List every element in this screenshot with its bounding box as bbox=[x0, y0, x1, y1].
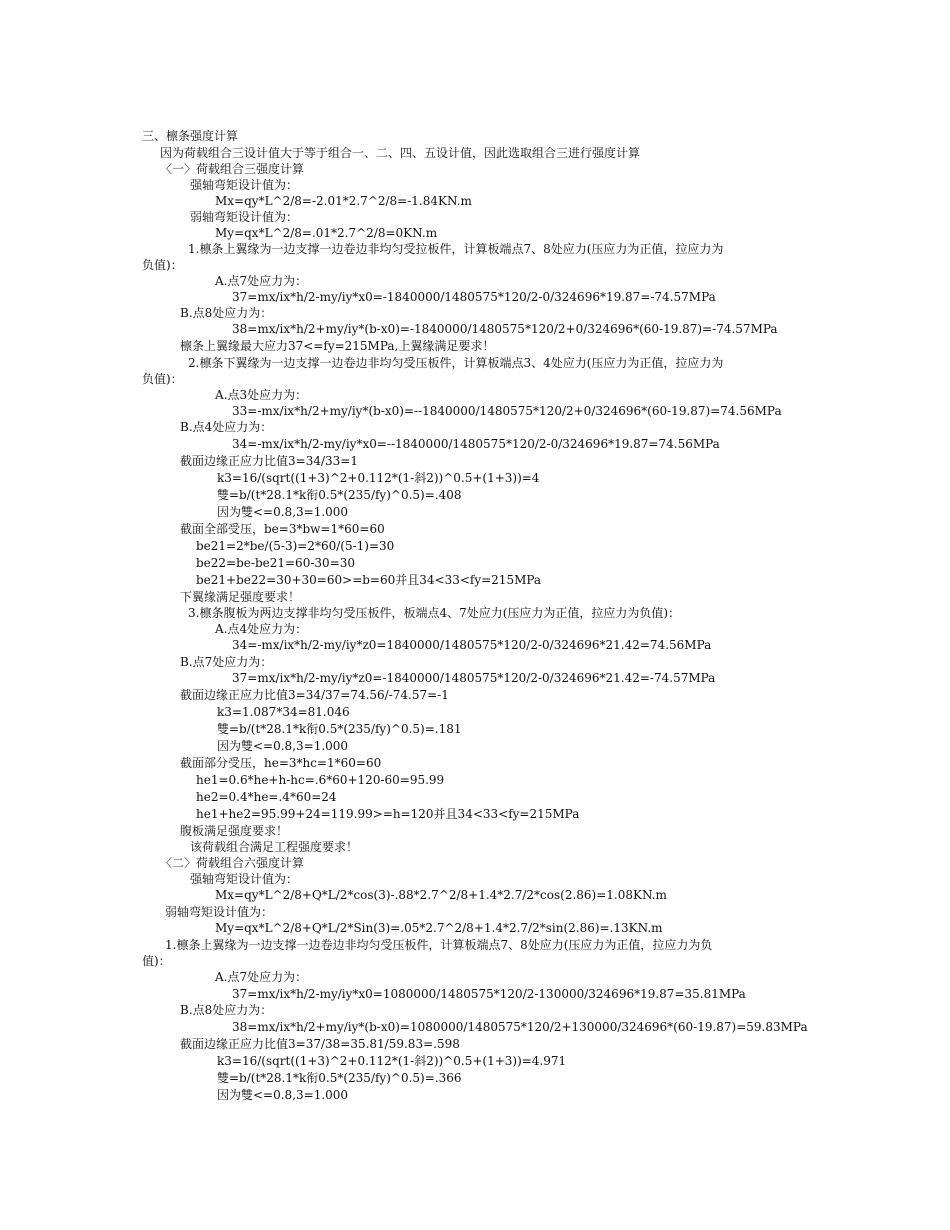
formula-line: My=qx*L^2/8=.01*2.7^2/8=0KN.m bbox=[215, 226, 438, 240]
text-line: B.点4处应力为： bbox=[180, 420, 273, 434]
formula-line: 雙=b/(t*28.1*k衔0.5*(235/fy)^0.5)=.366 bbox=[217, 1071, 462, 1085]
formula-line: be21=2*be/(5-3)=2*60/(5-1)=30 bbox=[196, 539, 395, 553]
formula-line: be21+be22=30+30=60>=b=60并且34<33<fy=215MPa bbox=[196, 573, 542, 587]
formula-line: 34=-mx/ix*h/2-my/iy*x0=--1840000/1480575*120/2-0/324696*19.87=74.56MPa bbox=[232, 437, 720, 451]
text-line: A.点7处应力为： bbox=[215, 970, 308, 984]
subsection-heading-2: 〈二〉荷载组合六强度计算 bbox=[160, 856, 305, 870]
text-line: B.点8处应力为： bbox=[180, 1003, 273, 1017]
text-line: 截面部分受压，he=3*hc=1*60=60 bbox=[180, 756, 382, 770]
formula-line: My=qx*L^2/8+Q*L/2*Sin(3)=.05*2.7^2/8+1.4*2.7/2*sin(2.86)=.13KN.m bbox=[215, 921, 663, 935]
formula-line: 37=mx/ix*h/2-my/iy*x0=1080000/1480575*120/2-130000/324696*19.87=35.81MPa bbox=[232, 987, 746, 1001]
text-line: 弱轴弯矩设计值为： bbox=[165, 905, 274, 919]
text-line: 强轴弯矩设计值为： bbox=[190, 872, 299, 886]
formula-line: 34=-mx/ix*h/2-my/iy*z0=1840000/1480575*120/2-0/324696*21.42=74.56MPa bbox=[232, 638, 712, 652]
formula-line: 雙=b/(t*28.1*k衔0.5*(235/fy)^0.5)=.181 bbox=[217, 722, 462, 736]
text-line: 负值)： bbox=[142, 372, 183, 386]
formula-line: Mx=qy*L^2/8+Q*L/2*cos(3)-.88*2.7^2/8+1.4*2.7/2*cos(2.86)=1.08KN.m bbox=[215, 888, 667, 902]
formula-line: he1=0.6*he+h-hc=.6*60+120-60=95.99 bbox=[196, 773, 445, 787]
text-line: 檩条上翼缘最大应力37<=fy=215MPa,上翼缘满足要求！ bbox=[180, 339, 495, 353]
formula-line: k3=1.087*34=81.046 bbox=[217, 705, 350, 719]
formula-line: 38=mx/ix*h/2+my/iy*(b-x0)=1080000/1480575*120/2+130000/324696*(60-19.87)=59.83MPa bbox=[232, 1020, 808, 1034]
formula-line: 雙=b/(t*28.1*k衔0.5*(235/fy)^0.5)=.408 bbox=[217, 488, 462, 502]
text-line: 下翼缘满足强度要求！ bbox=[180, 590, 301, 604]
text-line: 2.檩条下翼缘为一边支撑一边卷边非均匀受压板件，计算板端点3、4处应力(压应力为正值，拉应力为 bbox=[188, 356, 724, 370]
formula-line: he2=0.4*he=.4*60=24 bbox=[196, 790, 337, 804]
text-line: 截面边缘正应力比值3=34/33=1 bbox=[180, 454, 358, 468]
text-line: 截面边缘正应力比值3=34/37=74.56/-74.57=-1 bbox=[180, 688, 449, 702]
text-line: 值)： bbox=[142, 954, 171, 968]
text-line: 强轴弯矩设计值为： bbox=[190, 178, 299, 192]
text-line: B.点7处应力为： bbox=[180, 655, 273, 669]
text-line: A.点7处应力为： bbox=[215, 274, 308, 288]
formula-line: 37=mx/ix*h/2-my/iy*x0=-1840000/1480575*120/2-0/324696*19.87=-74.57MPa bbox=[232, 290, 716, 304]
formula-line: he1+he2=95.99+24=119.99>=h=120并且34<33<fy=215MPa bbox=[196, 807, 580, 821]
text-line: 截面边缘正应力比值3=37/38=35.81/59.83=.598 bbox=[180, 1037, 460, 1051]
text-line: B.点8处应力为： bbox=[180, 306, 273, 320]
text-line: 1.檩条上翼缘为一边支撑一边卷边非均匀受拉板件，计算板端点7、8处应力(压应力为正值，拉应力为 bbox=[188, 242, 724, 256]
intro-paragraph: 因为荷载组合三设计值大于等于组合一、二、四、五设计值，因此选取组合三进行强度计算 bbox=[160, 146, 641, 160]
text-line: 负值)： bbox=[142, 258, 183, 272]
text-line: 截面全部受压，be=3*bw=1*60=60 bbox=[180, 522, 385, 536]
text-line: 腹板满足强度要求！ bbox=[180, 824, 289, 838]
text-line: 3.檩条腹板为两边支撑非均匀受压板件，板端点4、7处应力(压应力为正值，拉应力为负值)： bbox=[188, 606, 681, 620]
text-line: A.点3处应力为： bbox=[215, 388, 308, 402]
formula-line: 38=mx/ix*h/2+my/iy*(b-x0)=-1840000/1480575*120/2+0/324696*(60-19.87)=-74.57MPa bbox=[232, 322, 778, 336]
formula-line: k3=16/(sqrt((1+3)^2+0.112*(1-斜2))^0.5+(1+3))=4.971 bbox=[217, 1054, 567, 1068]
text-line: 弱轴弯矩设计值为： bbox=[190, 210, 299, 224]
formula-line: 因为雙<=0.8,3=1.000 bbox=[217, 505, 349, 519]
text-line: 该荷载组合满足工程强度要求！ bbox=[190, 840, 359, 854]
formula-line: Mx=qy*L^2/8=-2.01*2.7^2/8=-1.84KN.m bbox=[215, 194, 472, 208]
formula-line: 因为雙<=0.8,3=1.000 bbox=[217, 1088, 349, 1102]
formula-line: be22=be-be21=60-30=30 bbox=[196, 556, 355, 570]
text-line: A.点4处应力为： bbox=[215, 622, 308, 636]
formula-line: 因为雙<=0.8,3=1.000 bbox=[217, 739, 349, 753]
subsection-heading-1: 〈一〉荷载组合三强度计算 bbox=[160, 162, 305, 176]
formula-line: 33=-mx/ix*h/2+my/iy*(b-x0)=--1840000/1480575*120/2+0/324696*(60-19.87)=74.56MPa bbox=[232, 404, 782, 418]
formula-line: k3=16/(sqrt((1+3)^2+0.112*(1-斜2))^0.5+(1+3))=4 bbox=[217, 471, 540, 485]
section-heading: 三、檩条强度计算 bbox=[142, 129, 239, 143]
formula-line: 37=mx/ix*h/2-my/iy*z0=-1840000/1480575*120/2-0/324696*21.42=-74.57MPa bbox=[232, 671, 716, 685]
text-line: 1.檩条上翼缘为一边支撑一边卷边非均匀受压板件，计算板端点7、8处应力(压应力为正值，拉应力为负 bbox=[165, 938, 713, 952]
